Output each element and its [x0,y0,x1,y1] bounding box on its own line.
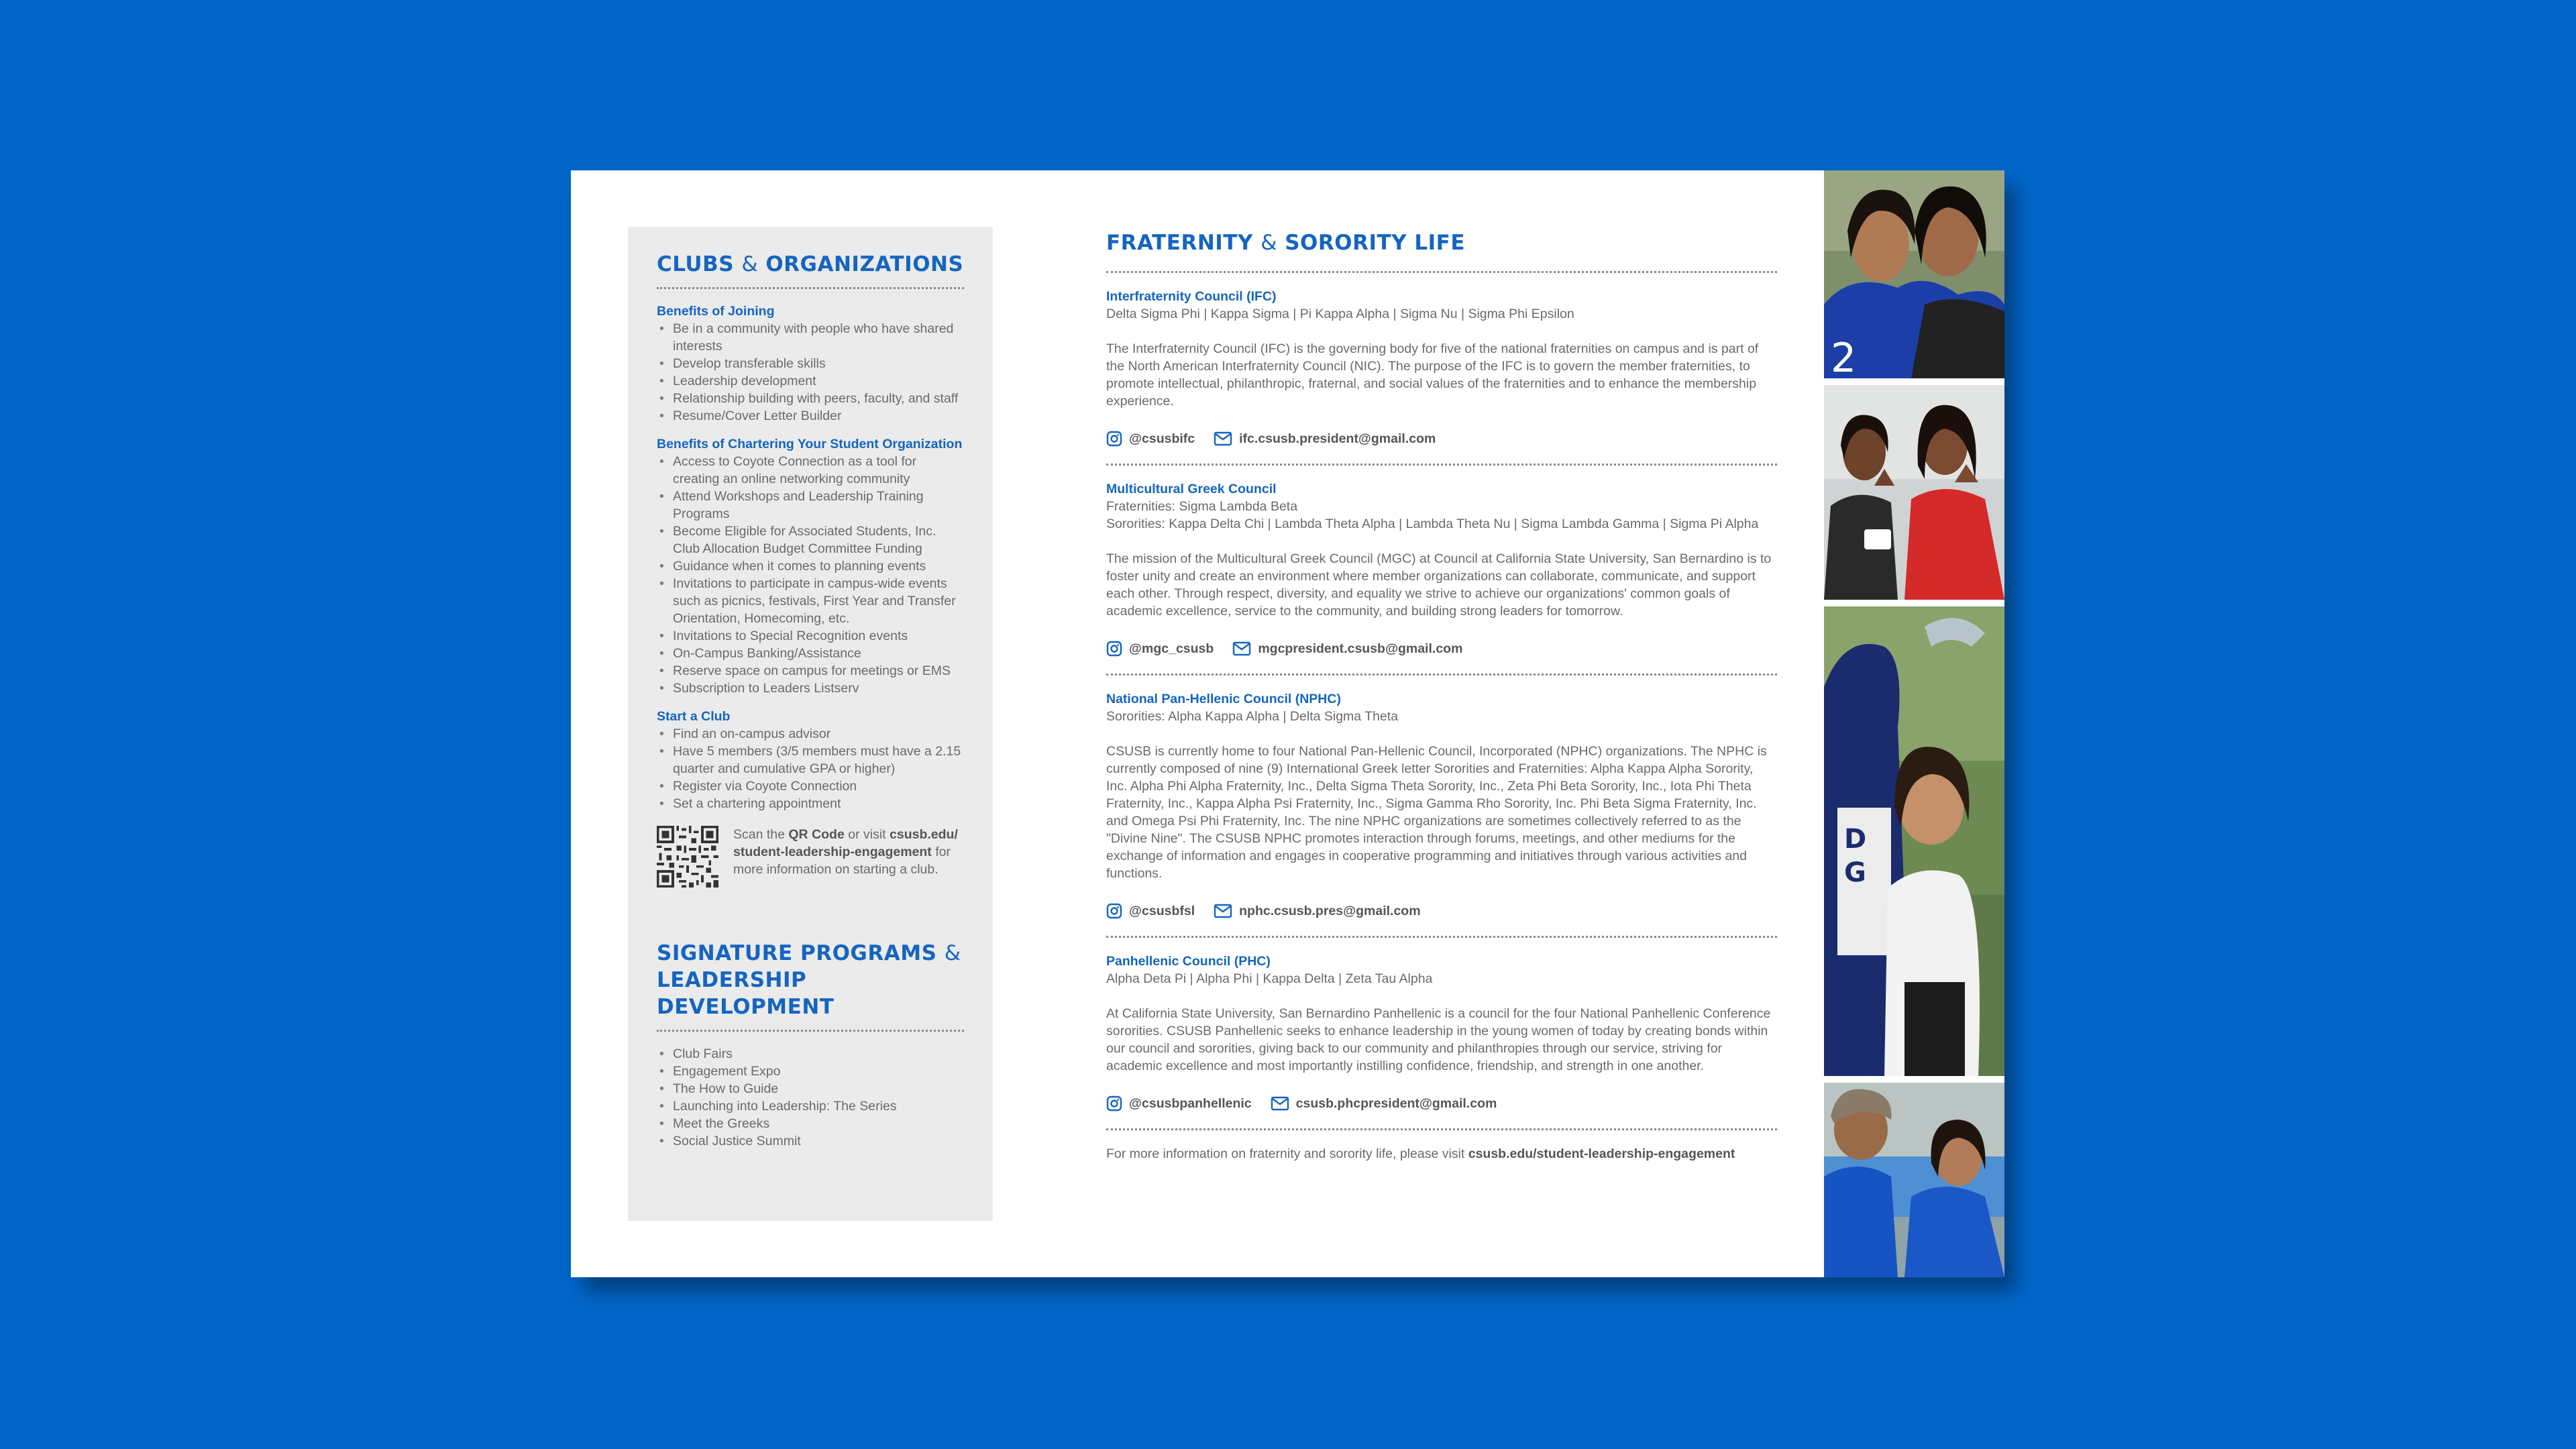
clubs-panel [628,227,993,1221]
qr-row [657,826,964,888]
list-item: • Set a chartering appointment [657,795,964,812]
benefits-chartering [657,435,964,697]
list-item: • Relationship building with peers, faculty, and staff [657,390,964,407]
council-members: Alpha Deta Pi | Alpha Phi | Kappa Delta | Zeta Tau Alpha [1106,971,1433,986]
council-contacts [1106,429,1777,449]
council-block [1106,288,1777,466]
email-icon [1232,641,1251,656]
council-block [1106,480,1777,676]
svg-text:2: 2 [1831,335,1857,378]
council-description: The Interfraternity Council (IFC) is the governing body for five of the national fraternities on campus and is part of the North American Interfraternity Council (NIC). The purpose of the IFC is to govern the member fraternities, to promote intellectual, philanthropic, fraternal, and social values of the fraternities and to enhance the membership experience. [1106,341,1759,409]
instagram-link[interactable]: @csusbpanhellenic [1106,1093,1252,1114]
council-name: Panhellenic Council (PHC) [1106,954,1271,969]
council-block [1106,690,1777,938]
email-icon [1214,431,1232,446]
list-item: • Resume/Cover Letter Builder [657,407,964,425]
council-members: Sororities: Kappa Delta Chi | Lambda Theta Alpha | Lambda Theta Nu | Sigma Lambda Gamma | Sigma Pi Alpha [1106,517,1759,531]
divider [657,287,964,289]
list-item: • Meet the Greeks [657,1115,964,1132]
fsl-title: FRATERNITY & SORORITY LIFE [1106,231,1466,255]
council-block [1106,953,1777,1130]
instagram-link[interactable]: @csusbifc [1106,429,1195,449]
council-contacts [1106,1093,1777,1114]
instagram-link[interactable]: @csusbfsl [1106,901,1195,921]
instagram-icon [1106,641,1122,657]
benefits-joining [657,303,964,425]
fsl-section [1106,229,1777,1163]
divider [1106,464,1777,466]
benefits-chartering-list [657,453,964,697]
list-item: • Be in a community with people who have shared interests [657,320,964,355]
list-item: • Access to Coyote Connection as a tool for creating an online networking community [657,453,964,488]
council-contacts [1106,901,1777,921]
footer-note: For more information on fraternity and sorority life, please visit csusb.edu/student-leadership-engagement [1106,1146,1735,1161]
list-item: • Club Fairs [657,1045,964,1063]
photo-mascot-student [1824,606,2004,1076]
email-icon [1214,904,1232,918]
council-members: Sororities: Alpha Kappa Alpha | Delta Sigma Theta [1106,709,1399,724]
divider [1106,271,1777,273]
photo-strip [1824,170,2004,1277]
list-item: • Guidance when it comes to planning events [657,557,964,575]
email-link[interactable]: nphc.csusb.pres@gmail.com [1214,901,1420,921]
council-members: Fraternities: Sigma Lambda Beta [1106,499,1298,514]
divider [657,1030,964,1032]
qr-caption: Scan the QR Code or visit csusb.edu/ student-leadership-engagement for more information on starting a club. [733,827,958,877]
list-item: • Attend Workshops and Leadership Training Programs [657,488,964,523]
council-contacts [1106,639,1777,659]
footer-link[interactable]: csusb.edu/student-leadership-engagement [1468,1146,1735,1161]
list-item: • Invitations to participate in campus-wide events such as picnics, festivals, First Year and Transfer Orientation, Homecoming, etc. [657,575,964,627]
list-item: • Reserve space on campus for meetings or EMS [657,662,964,680]
email-link[interactable]: csusb.phcpresident@gmail.com [1271,1093,1497,1114]
photo-staff-talking [1824,1083,2004,1277]
instagram-icon [1106,1095,1122,1112]
council-list [1106,288,1777,1130]
email-link[interactable]: mgcpresident.csusb@gmail.com [1232,639,1462,659]
benefits-chartering-heading: Benefits of Chartering Your Student Organization [657,437,963,451]
divider [1106,1128,1777,1130]
instagram-icon [1106,431,1122,447]
list-item: • Leadership development [657,372,964,390]
list-item: • The How to Guide [657,1080,964,1097]
photo-students-smiling [1824,170,2004,378]
club-link[interactable]: csusb.edu/ student-leadership-engagement [733,827,958,859]
start-club [657,708,964,812]
instagram-icon [1106,903,1122,919]
council-name: Interfraternity Council (IFC) [1106,289,1277,304]
list-item: • Engagement Expo [657,1063,964,1080]
brochure-page [571,170,2004,1277]
email-link[interactable]: ifc.csusb.president@gmail.com [1214,429,1436,449]
divider [1106,936,1777,938]
list-item: • Find an on-campus advisor [657,725,964,743]
list-item: • Social Justice Summit [657,1132,964,1150]
start-club-heading: Start a Club [657,709,731,724]
signature-programs-list [657,1045,964,1150]
list-item: • Develop transferable skills [657,355,964,372]
benefits-joining-list [657,320,964,425]
clubs-title: CLUBS & ORGANIZATIONS [657,252,964,276]
photo-students-hand-signs [1824,385,2004,600]
svg-text:G: G [1844,857,1866,888]
list-item: • Register via Coyote Connection [657,777,964,795]
list-item: • Invitations to Special Recognition events [657,627,964,645]
council-description: The mission of the Multicultural Greek Council (MGC) at Council at California State University, San Bernardino is to foster unity and create an environment where member organizations can collaborate, communicate, and support each other. Through respect, diversity, and equality we strive to achieve our organizations' common goals of academic excellence, service to the community, and building strong leaders for tomorrow. [1106,551,1772,619]
council-members: Delta Sigma Phi | Kappa Sigma | Pi Kappa Alpha | Sigma Nu | Sigma Phi Epsilon [1106,307,1574,321]
list-item: • Become Eligible for Associated Students, Inc. Club Allocation Budget Committee Funding [657,523,964,557]
council-description: At California State University, San Bernardino Panhellenic is a council for the four National Panhellenic Conference sororities. CSUSB Panhellenic seeks to enhance leadership in the young women of today by creating bonds within our council and sororities, giving back to our community and philanthropies through our service, striving for academic excellence and most importantly instilling confidence, friendship, and strength in one another. [1106,1006,1771,1073]
council-description: CSUSB is currently home to four National Pan-Hellenic Council, Incorporated (NPHC) organizations. The NPHC is currently composed of nine (9) International Greek letter Sororities and Fraternities: Alpha Kappa Alpha Sorority, Inc. Alpha Phi Alpha Fraternity, Inc., Delta Sigma Theta Sorority, Inc., Zeta Phi Beta Sorority, Inc., Iota Phi Theta Fraternity, Inc., Kappa Alpha Psi Fraternity, Inc., Sigma Gamma Rho Sorority, Inc. Phi Beta Sigma Fraternity, Inc. and Omega Psi Phi Fraternity, Inc. The nine NPHC organizations are sometimes collectively referred to as the "Divine Nine". The CSUSB NPHC promotes interaction through forums, meetings, and other mediums for the exchange of information and engages in cooperative programming and initiatives through various activities and functions. [1106,744,1767,881]
list-item: • Subscription to Leaders Listserv [657,680,964,697]
list-item: • Launching into Leadership: The Series [657,1097,964,1115]
start-club-list [657,725,964,812]
council-name: National Pan-Hellenic Council (NPHC) [1106,692,1341,706]
qr-code-icon[interactable] [657,826,718,888]
divider [1106,674,1777,676]
list-item: • On-Campus Banking/Assistance [657,645,964,662]
benefits-joining-heading: Benefits of Joining [657,304,775,319]
list-item: • Have 5 members (3/5 members must have a 2.15 quarter and cumulative GPA or higher) [657,743,964,777]
email-icon [1271,1096,1289,1111]
signature-programs-title: SIGNATURE PROGRAMS & LEADERSHIP DEVELOPMENT [657,941,961,1019]
instagram-link[interactable]: @mgc_csusb [1106,639,1214,659]
council-name: Multicultural Greek Council [1106,482,1277,496]
svg-text:D: D [1844,824,1867,855]
